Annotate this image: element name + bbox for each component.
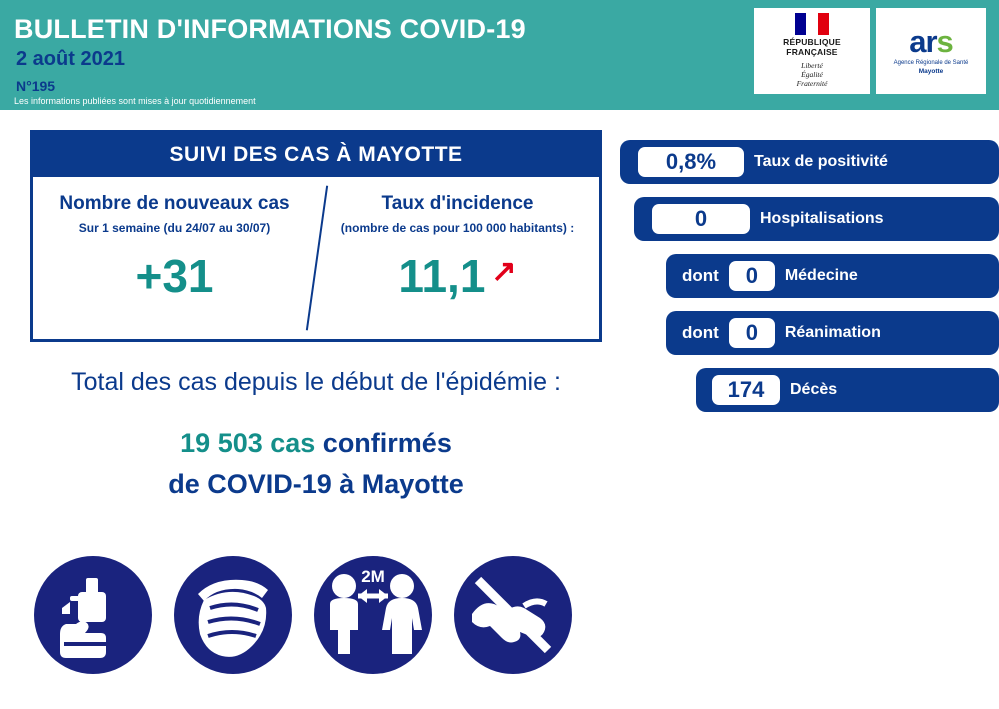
svg-text:2M: 2M [361,567,385,586]
positivity-label: Taux de positivité [754,153,888,170]
rf-motto [797,61,828,89]
ars-wordmark-s: s [936,23,953,59]
indicator-row-reanimation [666,311,999,355]
hospitalisations-label: Hospitalisations [760,210,884,227]
ars-subtitle-text: Agence Régionale de Santé [893,59,969,66]
rf-motto-egalite: Égalité [801,70,823,80]
hospitalisations-value: 0 [652,204,750,234]
reanimation-prefix: dont [682,323,719,342]
total-cases-location: de COVID-19 à Mayotte [168,469,464,500]
incidence-rate-value: 11,1 [398,250,486,302]
reanimation-label: Réanimation [784,324,881,341]
header-issue-number: N°195 [16,78,56,94]
rf-logo-line2: FRANÇAISE [786,46,838,57]
medecine-prefix: dont [682,266,719,285]
ars-wordmark-ar: ar [909,23,937,59]
page-title: BULLETIN D'INFORMATIONS COVID-19 [14,14,526,44]
ars-logo [876,8,986,94]
indicator-row-deces [696,368,999,412]
french-flag-icon [795,13,829,35]
positivity-value: 0,8% [638,147,744,177]
total-cases-figure [30,423,602,507]
incidence-rate-value-wrap [316,249,599,303]
new-cases-column [33,177,316,339]
incidence-rate-title: Taux d'incidence [381,193,534,214]
ars-region: Mayotte [918,67,944,75]
total-cases-intro: Total des cas depuis le début de l'épidémie : [71,368,561,396]
republique-francaise-logo [754,8,870,94]
ars-wordmark [909,23,953,59]
header-note: Les informations publiées sont mises à jour quotidiennement [14,96,256,106]
new-cases-title: Nombre de nouveaux cas [59,193,290,214]
header-date: 2 août 2021 [16,48,125,70]
face-mask-icon [174,556,292,674]
deces-label: Décès [790,381,838,398]
rf-motto-fraternite: Fraternité [796,79,828,89]
new-cases-value: +31 [135,250,214,302]
arrow-up-right-icon: ↗ [491,255,517,288]
incidence-rate-column [316,177,599,339]
total-cases-confirmed-label: confirmés [315,427,452,458]
hand-sanitizer-icon [34,556,152,674]
total-cases-block [30,365,602,506]
medecine-label: Médecine [784,267,858,284]
reanimation-value: 0 [729,318,775,348]
prevention-pictograms [34,556,572,674]
ars-subtitle [894,60,969,76]
indicator-row-medecine [666,254,999,298]
case-tracking-title: SUIVI DES CAS À MAYOTTE [33,133,599,177]
total-cases-count: 19 503 cas [180,427,316,458]
new-cases-subtitle: Sur 1 semaine (du 24/07 au 30/07) [78,221,271,235]
indicators-panel [620,140,999,425]
rf-motto-liberte: Liberté [801,60,823,70]
case-tracking-panel [30,130,602,342]
header-banner [0,0,999,110]
incidence-rate-subtitle: (nombre de cas pour 100 000 habitants) : [340,221,575,235]
rf-logo-line1: RÉPUBLIQUE [783,37,841,48]
indicator-row-positivity [620,140,999,184]
medecine-value: 0 [729,261,775,291]
no-handshake-icon [454,556,572,674]
deces-value: 174 [712,375,780,405]
social-distancing-2m-icon [314,556,432,674]
case-tracking-body [33,177,599,339]
indicator-row-hospitalisations [634,197,999,241]
